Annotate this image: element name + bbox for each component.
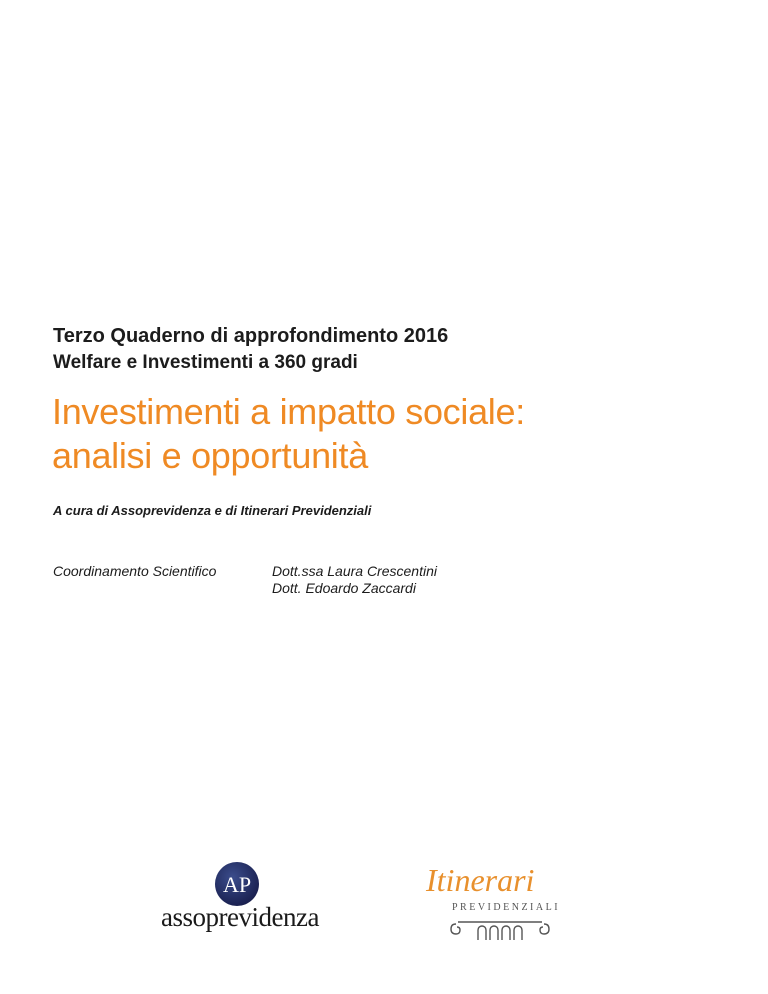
ionic-capital-icon [450, 916, 550, 942]
coordination-label: Coordinamento Scientifico [53, 563, 217, 579]
coordinator-name: Dott. Edoardo Zaccardi [272, 580, 416, 596]
series-subtitle: Welfare e Investimenti a 360 gradi [53, 352, 358, 373]
series-title: Terzo Quaderno di approfondimento 2016 [53, 325, 449, 347]
assoprevidenza-wordmark: assoprevidenza [161, 902, 319, 932]
assoprevidenza-logo [150, 862, 330, 937]
title-line-2: analisi e opportunità [52, 435, 368, 476]
itinerari-logo [420, 862, 570, 947]
coordinator-name: Dott.ssa Laura Crescentini [272, 563, 437, 579]
document-title [52, 390, 525, 478]
itinerari-subtitle: PREVIDENZIALI [452, 902, 561, 913]
ap-monogram-text: AP [222, 872, 252, 897]
ap-monogram-icon [215, 862, 259, 906]
curated-by: A cura di Assoprevidenza e di Itinerari Previdenziali [53, 503, 372, 518]
itinerari-script: Itinerari [426, 862, 535, 898]
coordination-names [272, 563, 437, 597]
title-line-1: Investimenti a impatto sociale: [52, 391, 525, 432]
